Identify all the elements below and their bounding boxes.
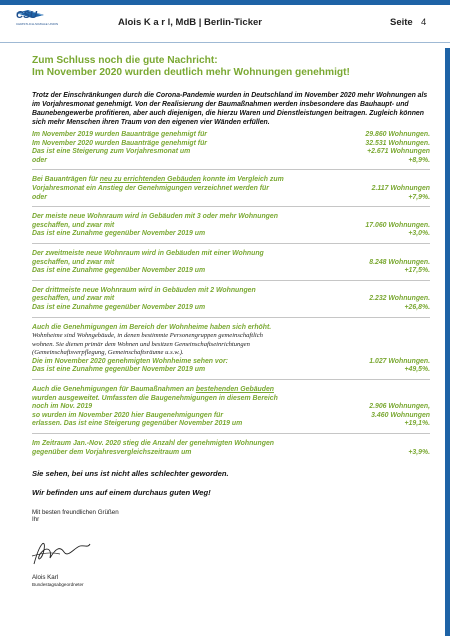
row-value: 2.906 Wohnungen,	[369, 403, 430, 411]
row-value: 2.117 Wohnungen	[371, 184, 430, 192]
dormitory-note: wohnen. Sie dienen primär dem Wohnen und besitzen Gemeinschaftseinrichtungen	[32, 340, 250, 348]
block-line: Im Zeitraum Jan.-Nov. 2020 stieg die Anzahl der genehmigten Wohnungen	[32, 440, 274, 448]
row-value: +17,5%.	[404, 267, 430, 275]
section-divider	[32, 206, 430, 207]
row-value: 3.460 Wohnungen	[371, 411, 430, 419]
block-line: Der drittmeiste neue Wohnraum wird in Gebäuden mit 2 Wohnungen	[32, 286, 256, 294]
section-divider	[32, 379, 430, 380]
row-label: geschaffen, und zwar mit	[32, 221, 115, 229]
row-label: Das ist eine Steigerung zum Vorjahresmonat um	[32, 148, 191, 156]
dormitory-note: Wohnheime sind Wohngebäude, in denen bestimmte Personengruppen gemeinschaftlich	[32, 332, 263, 340]
headline-line-2: Im November 2020 wurden deutlich mehr Wohnungen genehmigt!	[32, 66, 350, 78]
row-label: Die im November 2020 genehmigten Wohnheime sehen vor:	[32, 357, 228, 365]
greeting-ihr: Ihr	[32, 516, 40, 524]
row-value: +49,5%.	[404, 366, 430, 374]
header-title: Alois K a r l, MdB | Berlin-Ticker	[118, 17, 262, 28]
section-divider	[32, 280, 430, 281]
row-label: Das ist eine Zunahme gegenüber November 2019 um	[32, 230, 206, 238]
signature-name: Alois Karl	[32, 574, 59, 581]
block-multi-unit	[32, 213, 430, 239]
block-two-unit	[32, 287, 430, 313]
text-span: konnte im Vergleich zum	[202, 176, 284, 184]
closing-line-1: Sie sehen, bei uns ist nicht alles schlechter geworden.	[32, 469, 229, 479]
article-content	[32, 55, 430, 523]
greeting: Mit besten freundlichen Grüßen	[32, 509, 119, 517]
block-single-unit	[32, 250, 430, 276]
row-label: Im November 2019 wurden Bauanträge genehmigt für	[32, 131, 207, 138]
row-label: oder	[32, 156, 47, 164]
row-label: geschaffen, und zwar mit	[32, 258, 115, 266]
section-divider	[32, 169, 430, 170]
row-label: noch im Nov. 2019	[32, 403, 93, 411]
section-divider	[32, 243, 430, 244]
underlined-text: neu zu errichtenden Gebäuden	[99, 176, 201, 184]
row-value: +19,1%.	[404, 420, 430, 428]
page-label: Seite	[390, 17, 413, 28]
row-label: so wurden im November 2020 hier Baugenehmigungen für	[32, 411, 224, 419]
row-label: Das ist eine Zunahme gegenüber November 2019 um	[32, 366, 206, 374]
row-value: 2.232 Wohnungen.	[369, 295, 430, 303]
header-top-band	[0, 0, 450, 5]
underlined-text: bestehenden Gebäuden	[195, 386, 274, 394]
block-line: Der zweitmeiste neue Wohnraum wird in Gebäuden mit einer Wohnung	[32, 249, 264, 257]
headline-line-1: Zum Schluss noch die gute Nachricht:	[32, 55, 218, 66]
row-value: +3,9%.	[408, 448, 430, 456]
row-value: +7,9%.	[408, 193, 430, 201]
side-accent-bar	[445, 48, 450, 636]
row-label: Vorjahresmonat ein Anstieg der Genehmigungen verzeichnet werden für	[32, 184, 269, 192]
closing-line-2: Wir befinden uns auf einem durchaus guten Weg!	[32, 488, 211, 498]
signature-role: Bundestagsabgeordneter	[32, 582, 84, 587]
logo-text: CSU	[16, 10, 38, 21]
block-dormitories	[32, 324, 430, 376]
row-label: oder	[32, 193, 47, 201]
row-value: 8.248 Wohnungen.	[369, 258, 430, 266]
row-label: geschaffen, und zwar mit	[32, 295, 115, 303]
block-line: wurden ausgeweitet. Umfassten die Baugenehmigungen in diesem Bereich	[32, 394, 278, 402]
row-value: +2.671 Wohnungen	[367, 148, 430, 156]
row-value: 1.027 Wohnungen.	[369, 357, 430, 365]
row-label: Im November 2020 wurden Bauanträge genehmigt für	[32, 139, 207, 147]
block-new-buildings	[32, 176, 430, 202]
row-value: +3,0%.	[408, 230, 430, 238]
block-existing-buildings	[32, 386, 430, 429]
intro-paragraph: Trotz der Einschränkungen durch die Corona-Pandemie wurden in Deutschland im November 2020 mehr Wohnungen als im Vorjahresmonat genehmigt. Von der Realisierung der Baumaßnahmen werden insbesondere das Bauhaupt- und Baunebengewerbe profitieren, aber auch diejenigen, die hierzu Waren und Dienstleistungen beitragen. Zugleich können sich mehr Menschen ihren Traum von den eigenen vier Wänden erfüllen.	[32, 92, 428, 126]
block-line: Der meiste neue Wohnraum wird in Gebäuden mit 3 oder mehr Wohnungen	[32, 213, 278, 221]
section-divider	[32, 317, 430, 318]
page-number: 4	[421, 17, 427, 28]
row-label: erlassen. Das ist eine Steigerung gegenüber November 2019 um	[32, 420, 243, 428]
dormitory-note: (Gemeinschaftsverpflegung, Gemeinschaftsräume u.s.w.).	[32, 349, 184, 357]
text-span: Bei Bauanträgen für	[32, 176, 98, 184]
row-value: 32.531 Wohnungen.	[365, 139, 430, 147]
row-value: +26,8%.	[404, 303, 430, 311]
header-divider	[0, 42, 450, 43]
row-label: Das ist eine Zunahme gegenüber November 2019 um	[32, 303, 206, 311]
handwritten-signature	[30, 536, 92, 568]
row-value: 29.860 Wohnungen.	[365, 131, 430, 138]
row-value: 17.060 Wohnungen.	[365, 221, 430, 229]
block-line: Auch die Genehmigungen im Bereich der Wohnheime haben sich erhöht.	[32, 323, 272, 331]
row-label: Das ist eine Zunahme gegenüber November 2019 um	[32, 267, 206, 275]
section-divider	[32, 433, 430, 434]
row-value: +8,9%.	[408, 156, 430, 164]
logo-subtitle: CHRISTLICH-SOZIALE UNION	[16, 22, 59, 26]
block-approvals	[32, 131, 430, 165]
block-year-to-date	[32, 440, 430, 457]
text-span: Auch die Genehmigungen für Baumaßnahmen an	[32, 386, 194, 394]
row-label: gegenüber dem Vorjahresvergleichszeitraum um	[32, 448, 192, 456]
